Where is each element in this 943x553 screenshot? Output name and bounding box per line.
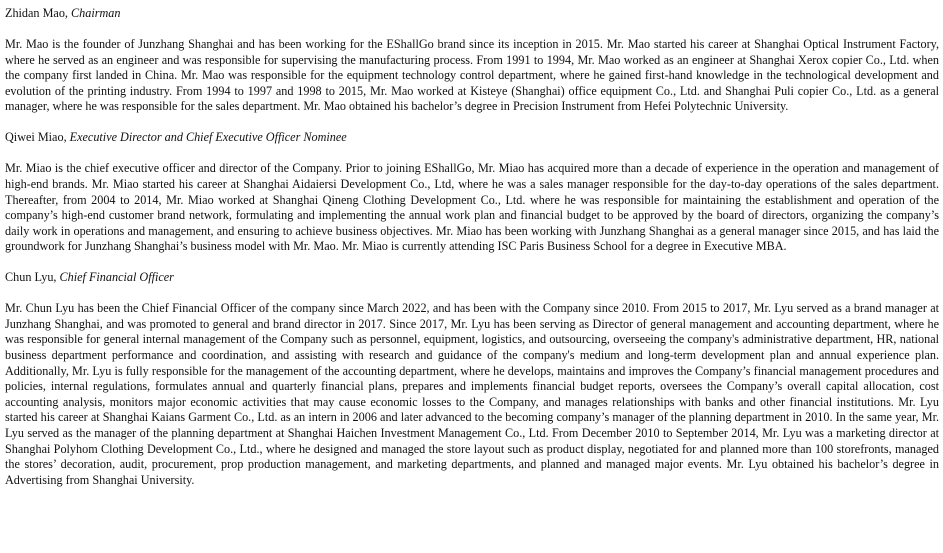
person-title: Chairman <box>71 6 121 20</box>
person-bio-lyu: Mr. Chun Lyu has been the Chief Financial Officer of the company since March 2022, and has been with the Company since 2010. From 2015 to 2017, Mr. Lyu served as a brand manager at Junzhang Shanghai, and was promoted to general and brand director in 2017. Since 2017, Mr. Lyu has been serving as Director of general management and accounting department, where he was responsible for general internal management of the Company such as personnel, equipment, logistics, and outsourcing, overseeing the company's administrative department, HR, national business department performance and coordination, and assisting with research and guidance of the company's medium and long-term development plan and annual experience plan. Additionally, Mr. Lyu is fully responsible for the management of the accounting department, where he develops, maintains and improves the Company’s financial management procedures and policies, internal regulations, formulates annual and quarterly financial plans, prepares and implements financial budget reports, oversees the Company’s overall capital allocation, cost accounting analysis, monitors major economic activities that may cause economic losses to the Company, and manages relationships with banks and other financial institutions. Mr. Lyu started his career at Shanghai Kaians Garment Co., Ltd. as an intern in 2006 and later advanced to the becoming company’s manager of the planning department in 2010. In the same year, Mr. Lyu served as the manager of the planning department at Shanghai Haichen Investment Management Co., Ltd. From December 2010 to September 2014, Mr. Lyu was a marketing director at Shanghai Polyhom Clothing Development Co., Ltd., where he designed and managed the store layout such as product display, negotiated for and planned more than 100 storefronts, managed the stores’ decoration, audit, procurement, prop production management, and marketing departments, and planned and managed major events. Mr. Lyu obtained his bachelor’s degree in Advertising from Shanghai University. <box>5 301 939 487</box>
spacer <box>5 286 939 301</box>
person-bio-miao: Mr. Miao is the chief executive officer and director of the Company. Prior to joining EShallGo, Mr. Miao has acquired more than a decade of experience in the operation and management of high-end brands. Mr. Miao started his career at Shanghai Aidaiersi Development Co., Ltd, where he was a sales manager responsible for the day-to-day operations of the sales department. Thereafter, from 2004 to 2014, Mr. Miao worked at Shanghai Qineng Clothing Development Co., Ltd. where he was responsible for maintaining the establishment and operation of the company’s high-end customer brand network, formulating and implementing the annual work plan and financial budget to be approved by the board of directors, organizing the company’s daily work in operations and management, and ensuring to achieve business objectives. Mr. Miao has been working with Junzhang Shanghai as a general manager since 2015, and has laid the groundwork for Junzhang Shanghai’s business model with Mr. Mao. Mr. Miao is currently attending ISC Paris Business School for a degree in Executive MBA. <box>5 161 939 254</box>
spacer <box>5 146 939 161</box>
name-title-separator: , <box>63 130 70 145</box>
person-title: Chief Financial Officer <box>59 270 174 285</box>
person-heading-lyu <box>5 270 939 286</box>
person-bio-mao: Mr. Mao is the founder of Junzhang Shanghai and has been working for the EShallGo brand since its inception in 2015. Mr. Mao started his career at Shanghai Optical Instrument Factory, where he served as an engineer and was responsible for supervising the manufacturing process. From 1991 to 1994, Mr. Mao worked as an engineer at Shanghai Xerox copier Co., Ltd. when the company first landed in China. Mr. Mao was responsible for the equipment technology control department, where he gained first-hand knowledge in the technological development and evolution of the printing industry. From 1994 to 1997 and 1998 to 2015, Mr. Mao worked at Kisteye (Shanghai) office equipment Co., Ltd. and Shanghai Puli copier Co., Ltd. as a general manager, where he was responsible for the sales department. Mr. Mao obtained his bachelor’s degree in Precision Instrument from Hefei Polytechnic University. <box>5 36 939 114</box>
person-name: Qiwei Miao <box>5 130 64 145</box>
person-name: Zhidan Mao <box>5 6 65 20</box>
person-heading-mao <box>5 6 939 22</box>
name-title-separator: , <box>64 6 72 20</box>
name-title-separator: , <box>53 270 60 285</box>
spacer <box>5 22 939 37</box>
person-name: Chun Lyu <box>5 270 54 285</box>
spacer <box>5 115 939 130</box>
spacer <box>5 255 939 270</box>
person-heading-miao <box>5 130 939 146</box>
person-title: Executive Director and Chief Executive Officer Nominee <box>69 130 347 145</box>
